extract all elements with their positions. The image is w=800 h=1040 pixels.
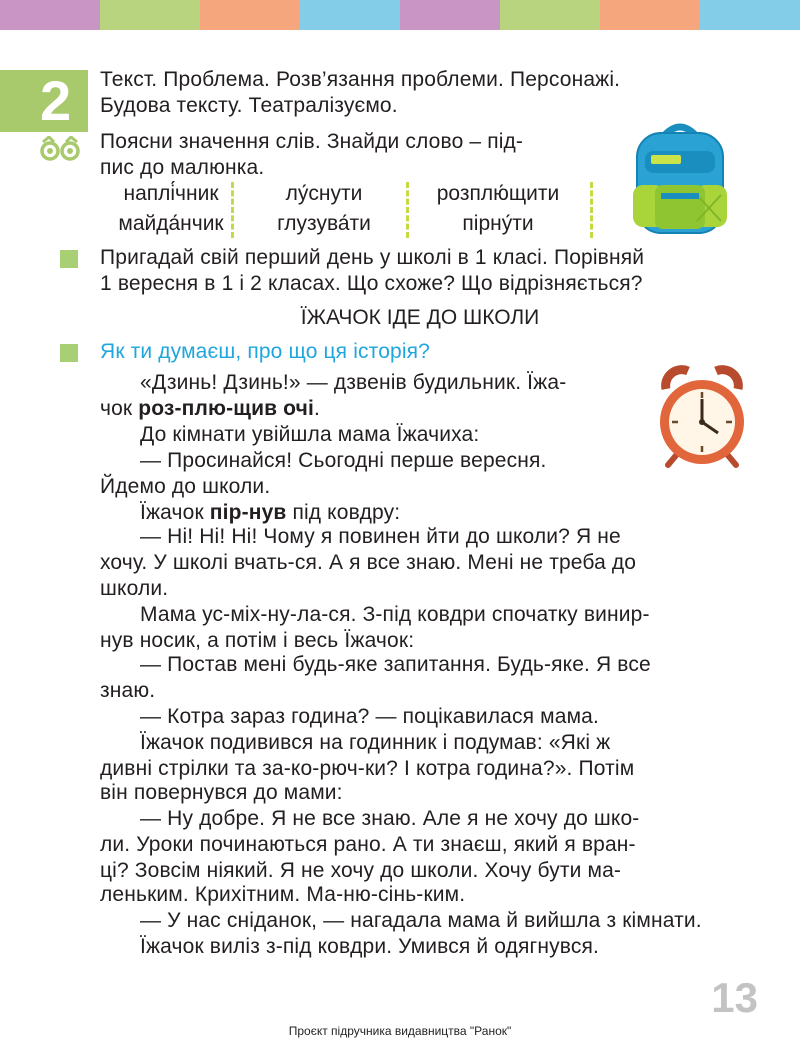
vocab-word: пірну́ти — [462, 212, 534, 235]
story-line: — У нас сніданок, — нагадала мама й вийшла з кімнати. — [140, 909, 702, 932]
task-instruction: Поясни значення слів. Знайди слово – під- — [100, 130, 524, 153]
story-line: він повернувся до мами: — [100, 781, 343, 804]
story-line: — Котра зараз година? — поцікавилася мама. — [140, 705, 599, 728]
owl-eyes-icon — [40, 136, 80, 162]
task-instruction: пис до малюнка. — [100, 156, 265, 179]
vocab-divider — [406, 182, 409, 238]
header-stripe — [100, 0, 200, 30]
story-line: Їжачок виліз з-під ковдри. Умився й одягнувся. — [140, 935, 599, 958]
vocab-word: глузува́ти — [277, 212, 371, 235]
story-line: дивні стрілки та за-ко-рюч-ки? І котра година?». Потім — [100, 757, 635, 780]
story-bold-word: пір-нув — [209, 501, 287, 524]
vocab-word: розплю́щити — [436, 182, 560, 205]
vocab-word: майда́нчик — [118, 212, 224, 235]
story-line: Мама ус-міх-ну-ла-ся. З-під ковдри спочатку винир- — [140, 603, 650, 626]
story-title: ЇЖАЧОК ІДЕ ДО ШКОЛИ — [300, 306, 540, 329]
header-stripe — [700, 0, 800, 30]
story-line: «Дзинь! Дзинь!» — дзвенів будильник. Їжа- — [140, 371, 567, 394]
vocab-word: наплі́чник — [123, 182, 219, 205]
lesson-topic-line: Текст. Проблема. Розв’язання проблеми. Персонажі. — [100, 68, 621, 91]
story-line: До кімнати увійшла мама Їжачиха: — [140, 423, 480, 446]
header-stripe — [400, 0, 500, 30]
story-line: Їжачок подивився на годинник і подумав: «Які ж — [140, 731, 611, 754]
alarm-clock-illustration — [652, 365, 752, 469]
vocab-divider — [590, 182, 593, 238]
story-line: хочу. У школі вчать-ся. А я все знаю. Мені не треба до — [100, 551, 637, 574]
story-line: Йдемо до школи. — [100, 475, 271, 498]
vocab-divider — [231, 182, 234, 238]
story-line: ли. Уроки починаються рано. А ти знаєш, який я вран- — [100, 833, 636, 856]
header-stripe — [500, 0, 600, 30]
task-instruction: Пригадай свій перший день у школі в 1 класі. Порівняй — [100, 246, 645, 269]
task-marker — [60, 250, 78, 268]
header-stripe — [0, 0, 100, 30]
story-line: знаю. — [100, 679, 156, 702]
story-line: — Ні! Ні! Ні! Чому я повинен йти до школи? Я не — [140, 525, 621, 548]
lesson-topic-line: Будова тексту. Театралізуємо. — [100, 94, 398, 117]
vocab-word: лу́снути — [285, 182, 363, 205]
backpack-illustration — [625, 115, 735, 237]
header-color-stripes — [0, 0, 800, 30]
lesson-number: 2 — [40, 69, 72, 132]
story-line: — Постав мені будь-яке запитання. Будь-яке. Я все — [140, 653, 651, 676]
story-line: — Просинайся! Сьогодні перше вересня. — [140, 449, 547, 472]
story-question: Як ти думаєш, про що ця історія? — [100, 340, 431, 363]
story-line: чок роз-плю-щив очі. — [100, 397, 320, 420]
task-marker — [60, 344, 78, 362]
header-stripe — [600, 0, 700, 30]
task-instruction: 1 вересня в 1 і 2 класах. Що схоже? Що відрізняється? — [100, 272, 643, 295]
header-stripe — [200, 0, 300, 30]
page-number: 13 — [711, 974, 758, 1021]
story-line: леньким. Крихітним. Ма-ню-сінь-ким. — [100, 883, 466, 906]
footer-publisher-note: Проєкт підручника видавництва "Ранок" — [288, 1024, 512, 1038]
story-bold-word: роз-плю-щив очі — [138, 397, 314, 420]
story-line: ці? Зовсім ніякий. Я не хочу до школи. Хочу бути ма- — [100, 859, 622, 882]
story-line: нув носик, а потім і весь Їжачок: — [100, 629, 415, 652]
story-line: школи. — [100, 577, 169, 600]
header-stripe — [300, 0, 400, 30]
story-line: — Ну добре. Я не все знаю. Але я не хочу до шко- — [140, 807, 640, 830]
story-line: Їжачок пір-нув під ковдру: — [140, 501, 401, 524]
